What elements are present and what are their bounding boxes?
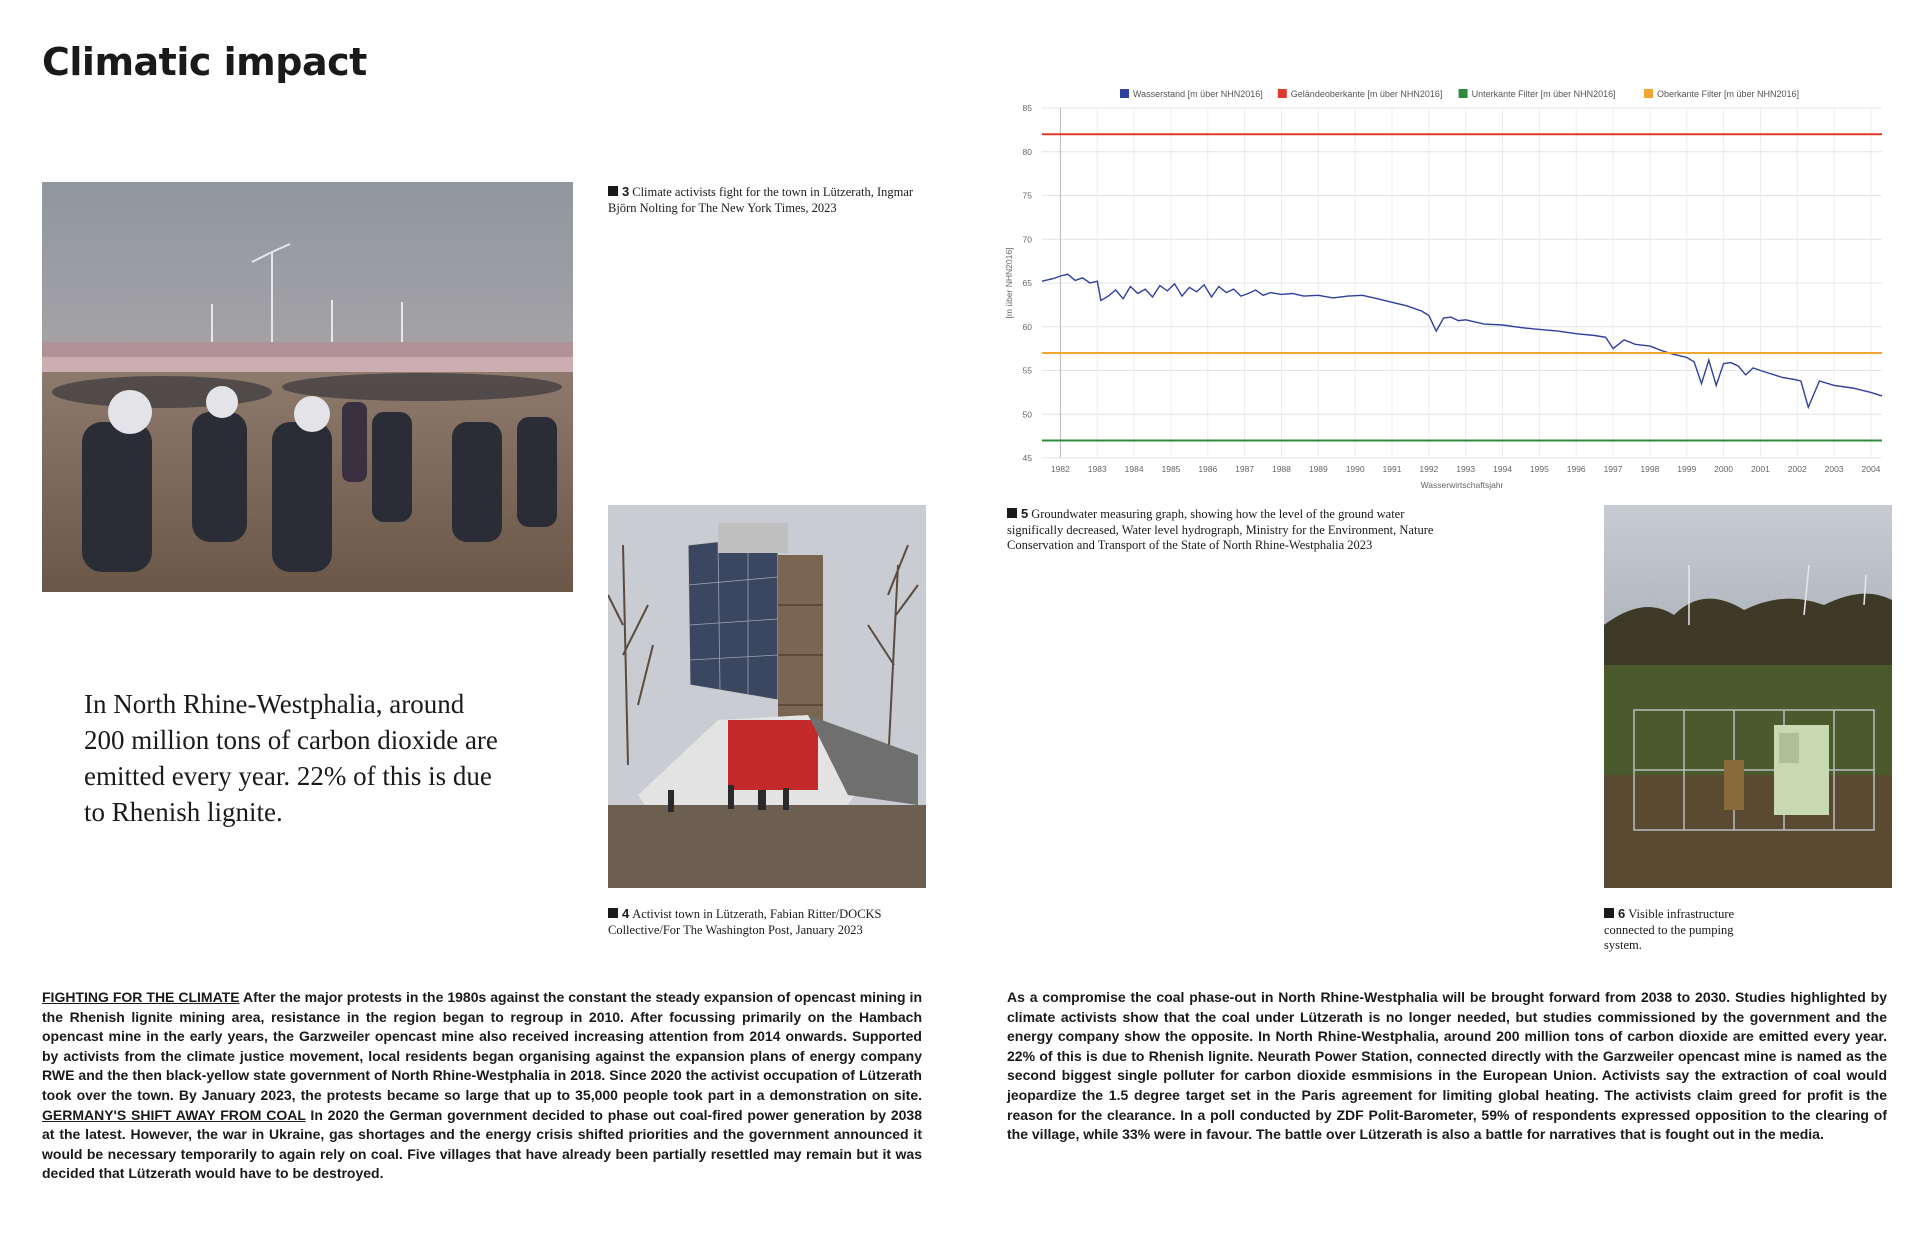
caption-text: Groundwater measuring graph, showing how the level of the ground water significally decreased, Water level hydrograph, Ministry for the Environment, Nature Conservation and Transport of the State of North Rhine-Westphalia 2023 <box>1007 507 1434 552</box>
caption-text: Activist town in Lützerath, Fabian Ritter/DOCKS Collective/For The Washington Post, January 2023 <box>608 907 882 937</box>
x-tick-label: 1997 <box>1603 464 1623 474</box>
legend-label: Oberkante Filter [m über NHN2016] <box>1657 89 1800 99</box>
x-tick-label: 1983 <box>1087 464 1107 474</box>
groundwater-chart-svg <box>1000 82 1890 500</box>
caption-square-icon <box>1604 908 1614 918</box>
x-tick-label: 2000 <box>1714 464 1734 474</box>
body-paragraph-2: In 2020 the German government decided to phase out coal-fired power generation by 2038 at the latest. However, the war in Ukraine, gas shortages and the energy crisis shifted priorities and the government announced it would be necessary temporarily to again rely on coal. Five villages that have already been partially resettled may remain but it was decided that Lützerath would have to be destroyed. <box>42 1106 922 1182</box>
section-heading-fighting: FIGHTING FOR THE CLIMATE <box>42 989 240 1005</box>
groundwater-chart <box>1000 82 1890 500</box>
x-tick-label: 2004 <box>1861 464 1881 474</box>
section-heading-coal: GERMANY'S SHIFT AWAY FROM COAL <box>42 1106 306 1123</box>
y-tick-label: 65 <box>1022 278 1032 288</box>
legend-label: Unterkante Filter [m über NHN2016] <box>1471 89 1616 99</box>
y-tick-label: 45 <box>1022 453 1032 463</box>
caption-fig4 <box>608 906 908 938</box>
photo-activist-town <box>608 505 926 888</box>
x-tick-label: 2003 <box>1824 464 1844 474</box>
x-tick-label: 1992 <box>1419 464 1439 474</box>
caption-number: 5 <box>1021 506 1029 521</box>
x-tick-label: 1982 <box>1050 464 1070 474</box>
legend-swatch <box>1644 89 1653 98</box>
caption-number: 3 <box>622 184 630 199</box>
page-title: Climatic impact <box>42 40 367 84</box>
legend-label: Wasserstand [m über NHN2016] <box>1133 89 1263 99</box>
pull-quote: In North Rhine-Westphalia, around 200 million tons of carbon dioxide are emitted every year. 22% of this is due to Rhenish lignite. <box>84 689 498 827</box>
x-tick-label: 1989 <box>1308 464 1328 474</box>
y-tick-label: 55 <box>1022 365 1032 376</box>
body-text-right <box>1007 988 1887 1145</box>
x-tick-label: 1993 <box>1456 464 1476 474</box>
caption-square-icon <box>608 186 618 196</box>
x-tick-label: 1996 <box>1566 464 1586 474</box>
caption-number: 6 <box>1618 906 1626 921</box>
caption-square-icon <box>1007 508 1017 518</box>
y-axis-label: [m über NHN2016] <box>1004 247 1014 319</box>
y-tick-label: 75 <box>1022 190 1032 201</box>
y-tick-label: 85 <box>1022 103 1032 113</box>
x-tick-label: 1999 <box>1677 464 1697 474</box>
caption-text: Climate activists fight for the town in Lützerath, Ingmar Björn Nolting for The New York Times, 2023 <box>608 185 914 215</box>
caption-number: 4 <box>622 906 630 921</box>
x-tick-label: 1994 <box>1493 464 1512 474</box>
legend-label: Geländeoberkante [m über NHN2016] <box>1290 89 1443 99</box>
caption-fig5 <box>1007 506 1462 554</box>
body-paragraph-right: As a compromise the coal phase-out in North Rhine-Westphalia will be brought forward from 2038 to 2030. Studies highlighted by climate activists show that the coal under Lützerath is no longer needed, but studies commissioned by the government and the energy company show the opposite. In North Rhine-Westphalia, around 200 million tons of carbon dioxide are emitted every year. 22% of this is due to Rhenish lignite. Neurath Power Station, connected directly with the Garzweiler opencast mine is named as the second biggest single polluter for carbon dioxide esmmisions in the European Union. Activists say the extraction of coal would jeopardize the 1.5 degree target set in the Paris agreement for limiting global heating. The activists claim greed for profit is the reason for the clearance. In a poll conducted by ZDF Polit-Barometer, 59% of respondents expressed opposition to the clearing of the village, while 33% were in favour. The battle over Lützerath is also a battle for narratives that is fought out in the media. <box>1007 989 1887 1143</box>
caption-fig3 <box>608 184 928 216</box>
x-tick-label: 1991 <box>1382 464 1402 474</box>
body-text-left <box>42 988 922 1184</box>
caption-square-icon <box>608 908 618 918</box>
y-tick-label: 70 <box>1022 234 1032 245</box>
x-tick-label: 1995 <box>1529 464 1549 474</box>
caption-text: Visible infrastructure connected to the pumping system. <box>1604 907 1735 952</box>
x-tick-label: 1987 <box>1235 464 1255 474</box>
y-tick-label: 80 <box>1022 146 1032 157</box>
x-tick-label: 1998 <box>1640 464 1660 474</box>
x-tick-label: 1985 <box>1161 464 1181 474</box>
x-axis-label: Wasserwirtschaftsjahr <box>1420 480 1504 490</box>
legend-swatch <box>1459 89 1468 98</box>
caption-fig6 <box>1604 906 1749 954</box>
photo-pumping-infrastructure <box>1604 505 1892 888</box>
photo-protest <box>42 182 573 592</box>
x-tick-label: 2001 <box>1750 464 1770 474</box>
legend-swatch <box>1278 89 1287 98</box>
x-tick-label: 1986 <box>1198 464 1218 474</box>
x-tick-label: 1988 <box>1272 464 1291 474</box>
legend-swatch <box>1120 89 1129 98</box>
body-paragraph-1: After the major protests in the 1980s against the constant the steady expansion of opencast mining in the Rhenish lignite mining area, resistance in the region began to regroup in 2010. After focussing primarily on the Hambach opencast mine in the early years, the Garzweiler opencast mine also received increasing attention from 2014 onwards. Supported by activists from the climate justice movement, local residents began organising against the expansion plans of energy company RWE and the then black-yellow state government of North Rhine-Westphalia in 2018. Since 2020 the activist occupation of Lützerath took over the town. By January 2023, the protests became so large that up to 35,000 people took part in a demonstration on site. <box>42 989 922 1103</box>
y-tick-label: 60 <box>1022 321 1032 332</box>
x-tick-label: 2002 <box>1787 464 1807 474</box>
x-tick-label: 1990 <box>1345 464 1365 474</box>
y-tick-label: 50 <box>1022 409 1032 420</box>
x-tick-label: 1984 <box>1124 464 1144 474</box>
series-line <box>1042 274 1882 407</box>
